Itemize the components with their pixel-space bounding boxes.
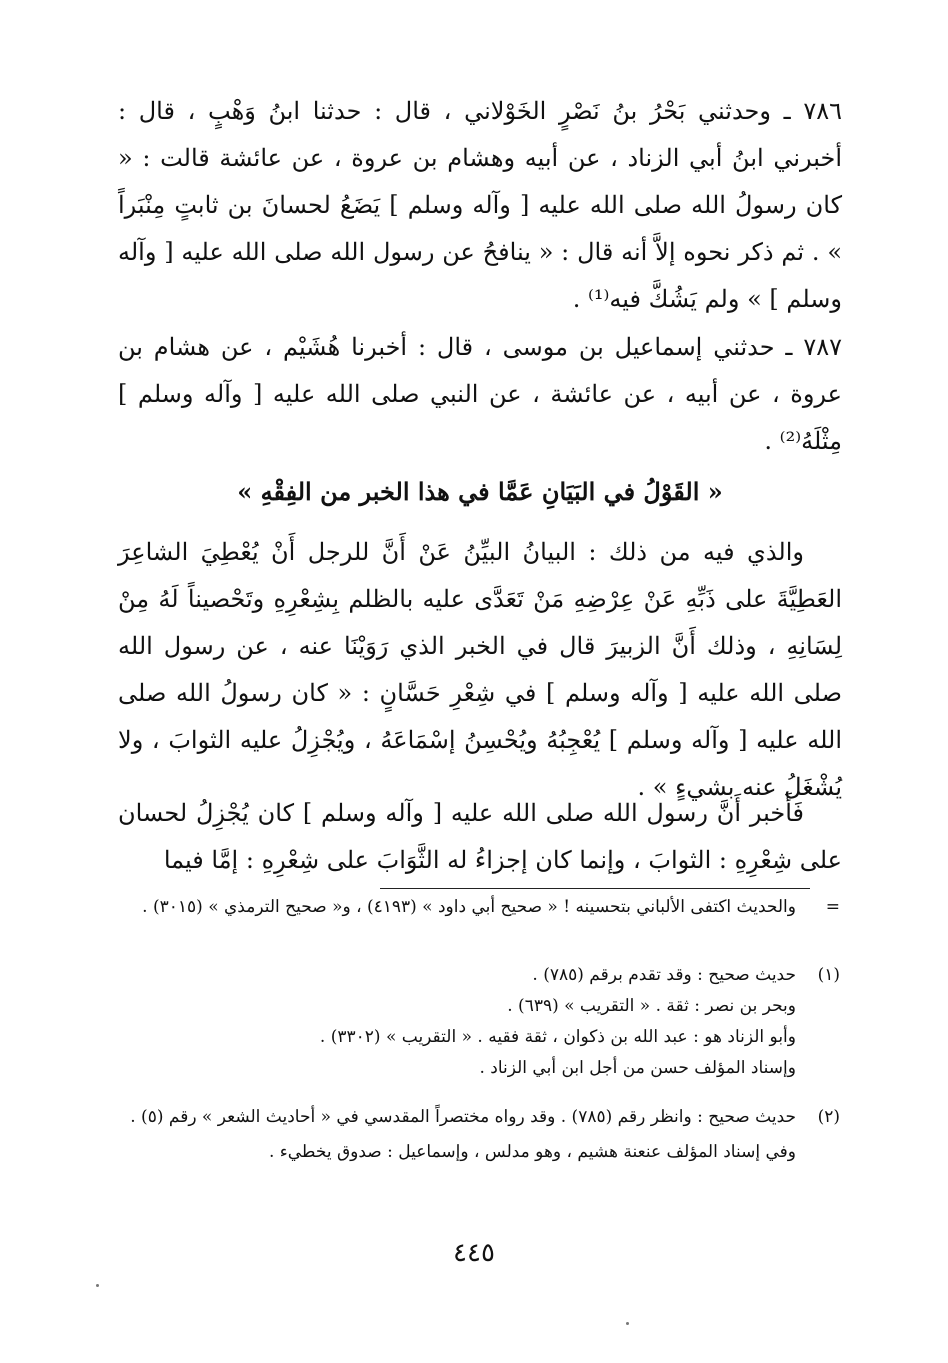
footnote-1-line: حديث صحيح : وقد تقدم برقم (٧٨٥) .	[532, 965, 796, 985]
footnote-2-extra: وفي إسناد المؤلف عنعنة هشيم ، وهو مدلس ، وإسماعيل : صدوق يخطيء .	[268, 1142, 796, 1162]
hadith-786: ٧٨٦ ـ وحدثني بَحْرُ بنُ نَصْرٍ الخَوْلاني ، قال : حدثنا ابنُ وَهْبٍ ، قال : أخبرني ابنُ أبي الزناد ، عن أبيه وهشام بن عروة ، عن عائشة قالت : « كان رسولُ الله صلى الله عليه [ وآله وسلم ] يَضَعُ لحسانَ بن ثابتٍ مِنْبَراً » . ثم ذكر نحوه إلاَّ أنه قال : « ينافحُ عن رسول الله صلى الله عليه [ وآله وسلم ] » ولم يَشُكَّ فيه⁽¹⁾ .	[118, 97, 842, 313]
footnote-continuation	[128, 892, 840, 923]
footnote-continuation-marker: =	[825, 897, 840, 917]
footnote-1-line: وإسناد المؤلف حسن من أجل ابن أبي الزناد .	[479, 1058, 796, 1078]
footnote-2-marker: (٢)	[817, 1107, 840, 1127]
page-number: ٤٤٥	[453, 1238, 495, 1268]
body-paragraph-2: فَأَخبر أَنَّ رسول الله صلى الله عليه [ وآله وسلم ] كان يُجْزِلُ لحسان على شِعْرِهِ : الثوابَ ، وإنما كان إجزاءُ له الثَّوَابَ على شِعْرِهِ : إمَّا فيما	[118, 799, 842, 874]
footnote-divider	[380, 888, 810, 889]
footnote-1-marker: (١)	[817, 965, 840, 985]
body-paragraph-1: والذي فيه من ذلك : البيانُ البيِّنُ عَنْ أَنَّ للرجل أَنْ يُعْطِيَ الشاعِرَ العَطِيَّةَ على ذَبِّهِ عَنْ عِرْضِهِ مَنْ تَعَدَّى عليه بالظلم بِشِعْرِهِ وتَحْصيناً لَهُ مِنْ لِسَانِهِ ، وذلك أَنَّ الزبيرَ قال في الخبر الذي رَوَيْنَا عنه ، عن رسول الله صلى الله عليه [ وآله وسلم ] في شِعْرِ حَسَّانٍ : « كان رسولُ الله صلى الله عليه [ وآله وسلم ] يُعْجِبُهُ ويُحْسِنُ إسْمَاعَهُ ، ويُجْزِلُ عليه الثوابَ ، ولا يُشْغَلُ عنه بشيءٍ » .	[118, 538, 842, 801]
footnote-2	[128, 1102, 840, 1168]
scan-speck	[626, 1322, 629, 1325]
section-heading: « القَوْلُ في البَيَانِ عَمَّا في هذا الخبر من الفِقْهِ »	[237, 477, 723, 506]
hadith-787: ٧٨٧ ـ حدثني إسماعيل بن موسى ، قال : أخبرنا هُشَيْم ، عن هشام بن عروة ، عن أبيه ، عن عائشة ، عن النبي صلى الله عليه [ وآله وسلم ] مِثْلَهُ⁽²⁾ .	[118, 333, 842, 455]
footnote-2-text: حديث صحيح : وانظر رقم (٧٨٥) . وقد رواه مختصراً المقدسي في « أحاديث الشعر » رقم (٥) .	[130, 1107, 796, 1127]
footnote-1-line: وبحر بن نصر : ثقة . « التقريب » (٦٣٩) .	[507, 996, 796, 1016]
footnote-continuation-text: والحديث اكتفى الألباني بتحسينه ! « صحيح أبي داود » (٤١٩٣) ، و« صحيح الترمذي » (٣٠١٥) .	[142, 897, 796, 917]
footnote-1-line: وأبو الزناد هو : عبد الله بن ذكوان ، ثقة فقيه . « التقريب » (٣٣٠٢) .	[319, 1027, 796, 1047]
scan-speck	[96, 1284, 99, 1287]
footnote-1	[128, 960, 840, 1084]
